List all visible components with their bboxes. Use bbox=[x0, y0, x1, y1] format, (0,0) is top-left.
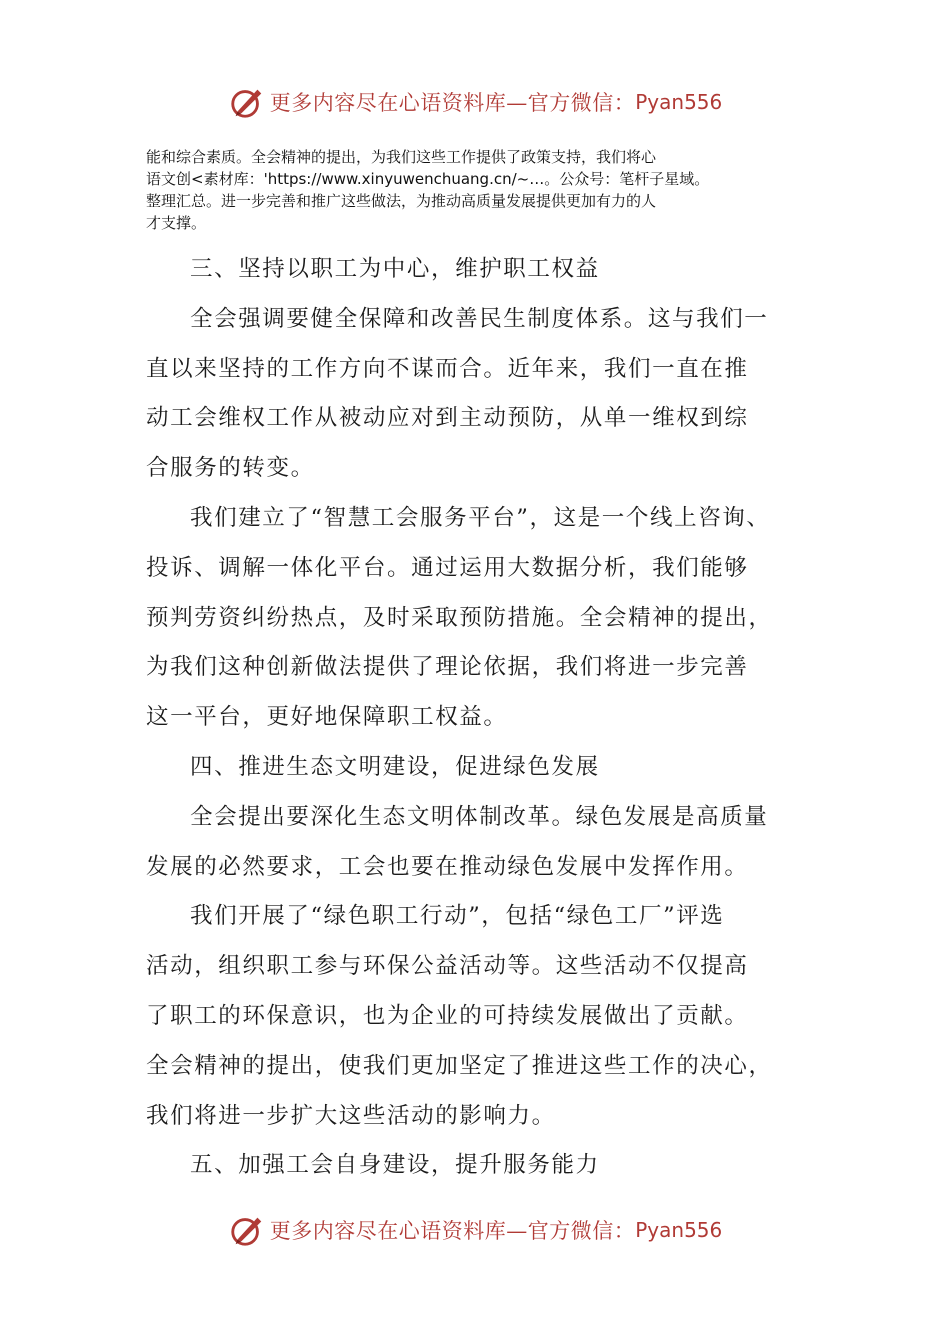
pen-logo-icon bbox=[228, 83, 266, 121]
paragraph-line: 发展的必然要求，工会也要在推动绿色发展中发挥作用。 bbox=[146, 853, 749, 880]
paragraph-line: 直以来坚持的工作方向不谋而合。近年来，我们一直在推 bbox=[146, 355, 749, 382]
section-heading: 五、加强工会自身建设，提升服务能力 bbox=[190, 1152, 600, 1179]
paragraph-line: 我们将进一步扩大这些活动的影响力。 bbox=[146, 1102, 556, 1129]
banner-text: 更多内容尽在心语资料库—官方微信： bbox=[269, 1219, 636, 1243]
paragraph-line: 我们开展了“绿色职工行动”，包括“绿色工厂”评选 bbox=[190, 903, 725, 930]
paragraph-line: 动工会维权工作从被动应对到主动预防，从单一维权到综 bbox=[146, 405, 749, 432]
paragraph-line: 全会精神的提出，使我们更加坚定了推进这些工作的决心， bbox=[146, 1052, 773, 1079]
pen-logo-icon bbox=[228, 1211, 266, 1249]
paragraph-line: 投诉、调解一体化平台。通过运用大数据分析，我们能够 bbox=[146, 554, 749, 581]
paragraph-line: 预判劳资纠纷热点，及时采取预防措施。全会精神的提出， bbox=[146, 604, 773, 631]
paragraph-line: 活动，组织职工参与环保公益活动等。这些活动不仅提高 bbox=[146, 953, 749, 980]
wechat-id: Pyan556 bbox=[635, 90, 723, 114]
paragraph-line: 为我们这种创新做法提供了理论依据，我们将进一步完善 bbox=[146, 654, 749, 681]
intro-line-url: 语文创<素材库：'https://www.xinyuwenchuang.cn/~…。公众号：笔杆子星域。 bbox=[146, 170, 710, 188]
intro-line: 能和综合素质。全会精神的提出，为我们这些工作提供了政策支持，我们将心 bbox=[146, 148, 657, 166]
intro-block bbox=[146, 146, 816, 234]
paragraph-line: 我们建立了“智慧工会服务平台”，这是一个线上咨询、 bbox=[190, 504, 771, 531]
footer-banner bbox=[0, 1210, 950, 1250]
banner-text: 更多内容尽在心语资料库—官方微信： bbox=[269, 91, 636, 115]
paragraph-line: 了职工的环保意识，也为企业的可持续发展做出了贡献。 bbox=[146, 1002, 749, 1029]
header-banner bbox=[0, 82, 950, 122]
intro-line: 整理汇总。进一步完善和推广这些做法，为推动高质量发展提供更加有力的人 bbox=[146, 192, 657, 210]
paragraph-line: 合服务的转变。 bbox=[146, 455, 315, 482]
section-heading: 四、推进生态文明建设，促进绿色发展 bbox=[190, 753, 600, 780]
paragraph-line: 这一平台，更好地保障职工权益。 bbox=[146, 704, 508, 731]
paragraph-line: 全会强调要健全保障和改善民生制度体系。这与我们一 bbox=[190, 305, 769, 332]
paragraph-line: 全会提出要深化生态文明体制改革。绿色发展是高质量 bbox=[190, 803, 769, 830]
section-heading: 三、坚持以职工为中心，维护职工权益 bbox=[190, 256, 600, 282]
wechat-id: Pyan556 bbox=[635, 1218, 723, 1242]
document-body bbox=[146, 245, 826, 1191]
intro-line: 才支撑。 bbox=[146, 214, 207, 232]
